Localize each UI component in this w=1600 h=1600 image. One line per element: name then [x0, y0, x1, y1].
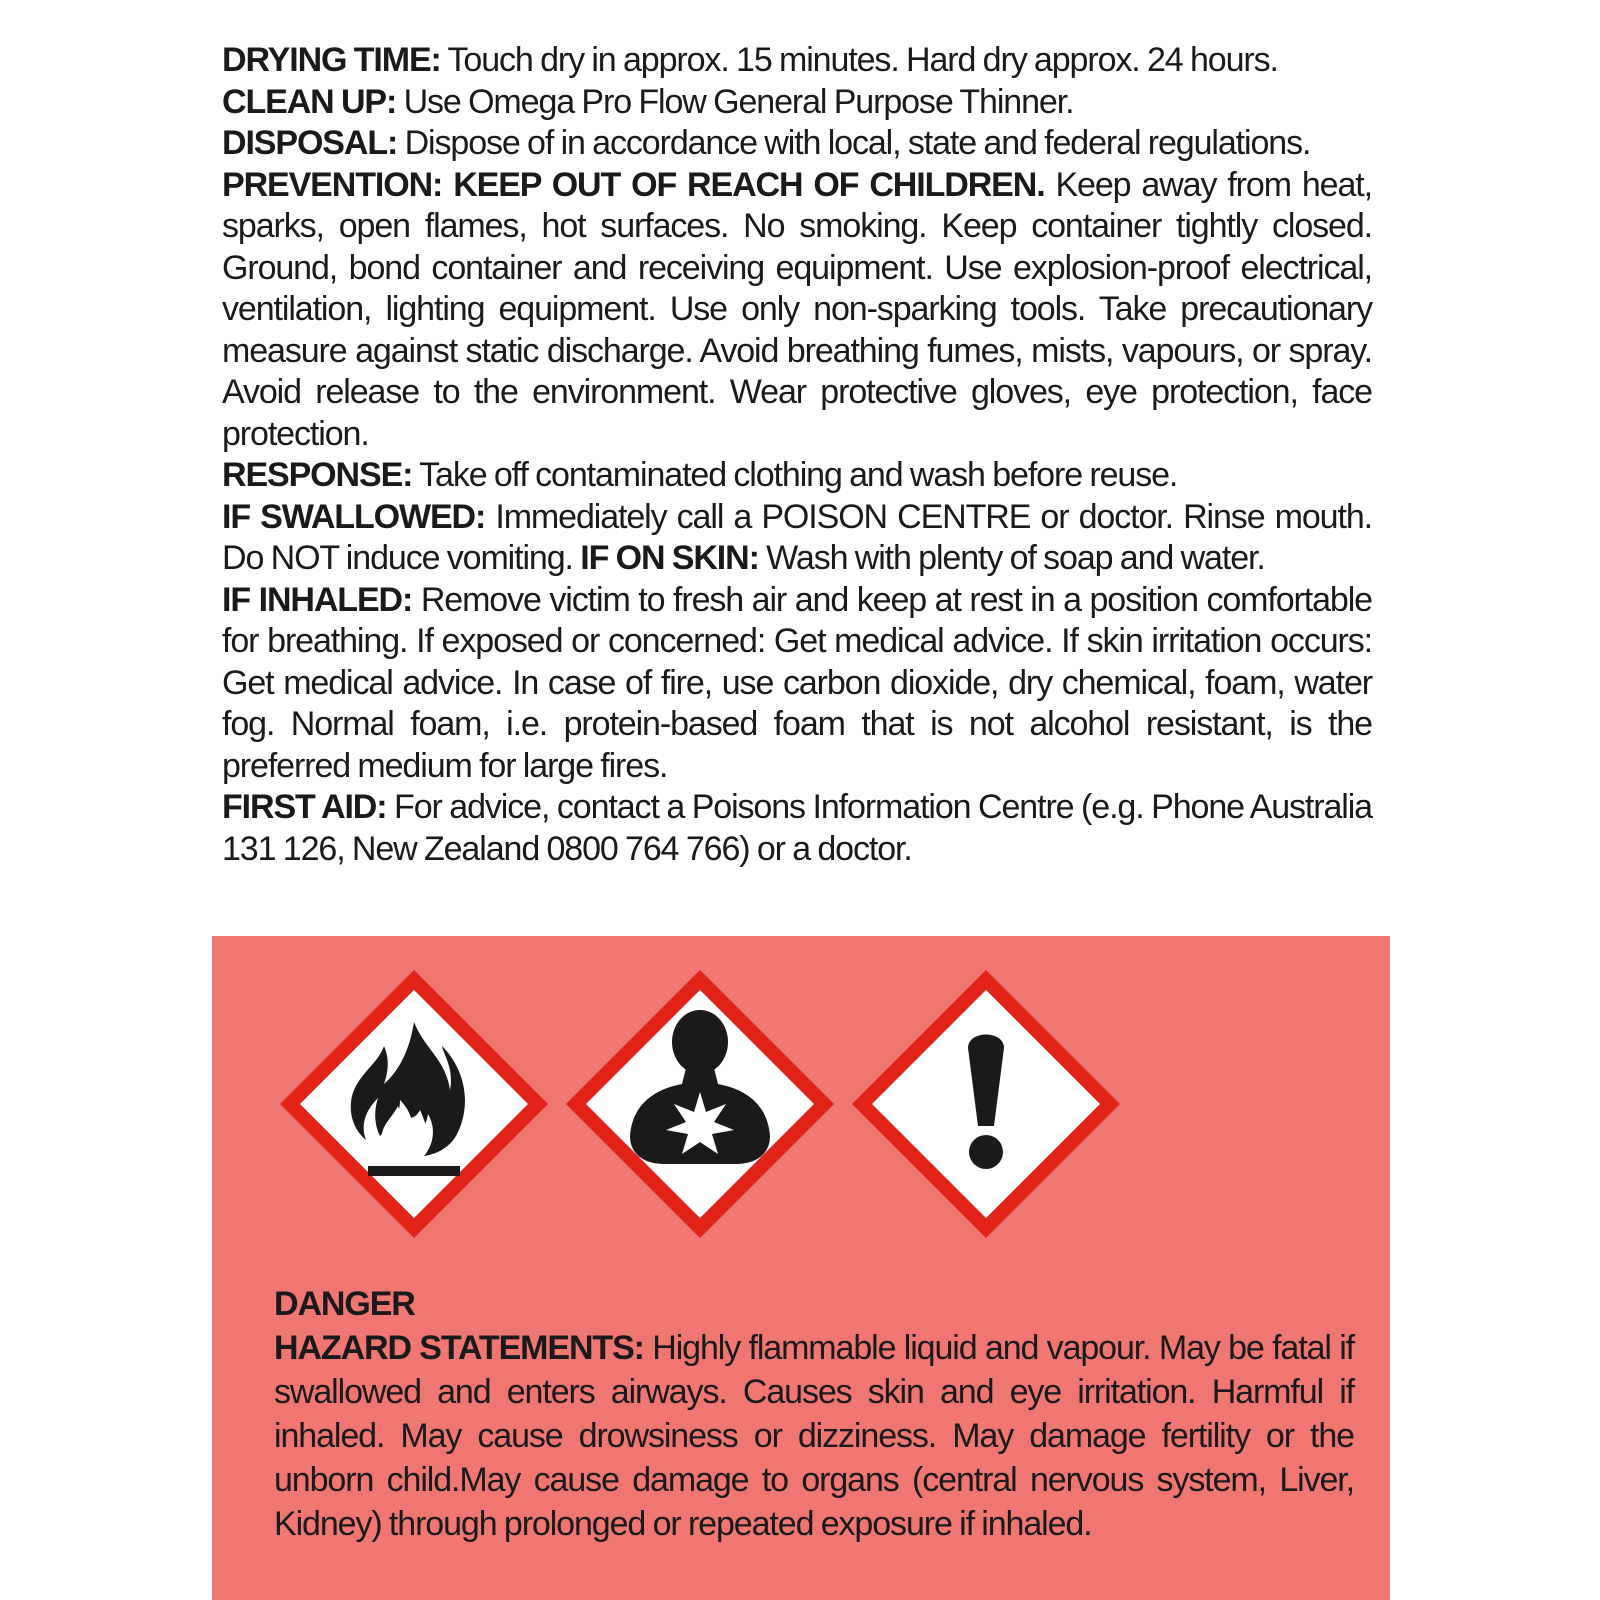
- first-aid-text: For advice, contact a Poisons Information Centre (e.g. Phone Australia 131 126, New Zealand 0800 764 766) or a doctor.: [222, 788, 1372, 868]
- if-swallowed-label: IF SWALLOWED:: [222, 497, 486, 536]
- drying-time-label: DRYING TIME:: [222, 41, 441, 79]
- if-on-skin-label: IF ON SKIN:: [580, 539, 759, 577]
- hazard-statements-text: Highly flammable liquid and vapour. May be fatal if swallowed and enters airways. Causes skin and eye irritation. Harmful if inhaled. May cause drowsiness or dizziness. May damage fertility or the unborn child.May cause damage to organs (central nervous system, Liver, Kidney) through prolonged or repeated exposure if inhaled.: [274, 1329, 1354, 1543]
- exclamation-mark-icon: [846, 964, 1126, 1244]
- health-hazard-icon: [560, 964, 840, 1244]
- hazard-panel: [212, 936, 1390, 1600]
- if-inhaled-label: IF INHALED:: [222, 580, 413, 619]
- drying-time-paragraph: [222, 40, 1372, 82]
- disposal-label: DISPOSAL:: [222, 124, 398, 162]
- health-hazard-pictogram: [560, 964, 840, 1244]
- label-text-block: [222, 40, 1372, 870]
- first-aid-label: FIRST AID:: [222, 788, 387, 826]
- disposal-paragraph: [222, 123, 1372, 165]
- flame-pictogram: [274, 964, 554, 1244]
- drying-time-text: Touch dry in approx. 15 minutes. Hard dry approx. 24 hours.: [440, 41, 1278, 79]
- hazard-text-block: [274, 1282, 1354, 1546]
- ghs-pictograms: [274, 964, 1174, 1264]
- if-swallowed-text: Immediately call a POISON CENTRE or doctor. Rinse mouth. Do NOT induce vomiting.: [222, 497, 1372, 577]
- hazard-statements-label: HAZARD STATEMENTS:: [274, 1329, 644, 1367]
- prevention-paragraph: [222, 165, 1372, 456]
- response-label: RESPONSE:: [222, 456, 413, 494]
- exclamation-pictogram: [846, 964, 1126, 1244]
- prevention-label: PREVENTION: KEEP OUT OF REACH OF CHILDREN.: [222, 165, 1045, 204]
- clean-up-label: CLEAN UP:: [222, 82, 397, 121]
- clean-up-paragraph: [222, 82, 1372, 124]
- if-on-skin-text: Wash with plenty of soap and water.: [758, 539, 1265, 577]
- response-paragraph: [222, 455, 1372, 497]
- signal-word: DANGER: [274, 1285, 415, 1323]
- first-aid-paragraph: [222, 787, 1372, 870]
- disposal-text: Dispose of in accordance with local, state and federal regulations.: [397, 124, 1311, 162]
- if-swallowed-paragraph: [222, 497, 1372, 580]
- hazard-statements-paragraph: [274, 1326, 1354, 1546]
- prevention-text: Keep away from heat, sparks, open flames, hot surfaces. No smoking. Keep container tightly closed. Ground, bond container and receiving equipment. Use explosion-proof electrical, ventilation, lighting equipment. Use only non-sparking tools. Take precautionary measure against static discharge. Avoid breathing fumes, mists, vapours, or spray. Avoid release to the environment. Wear protective gloves, eye protection, face protection.: [222, 165, 1372, 453]
- clean-up-text: Use Omega Pro Flow General Purpose Thinner.: [396, 82, 1074, 121]
- if-inhaled-paragraph: [222, 580, 1372, 788]
- response-text: Take off contaminated clothing and wash before reuse.: [412, 456, 1178, 494]
- flame-icon: [274, 964, 554, 1244]
- if-inhaled-text: Remove victim to fresh air and keep at rest in a position comfortable for breathing. If exposed or concerned: Get medical advice. If skin irritation occurs: Get medical advice. In case of fire, use carbon dioxide, dry chemical, foam, water fog. Normal foam, i.e. protein-based foam that is not alcohol resistant, is the preferred medium for large fires.: [222, 580, 1372, 785]
